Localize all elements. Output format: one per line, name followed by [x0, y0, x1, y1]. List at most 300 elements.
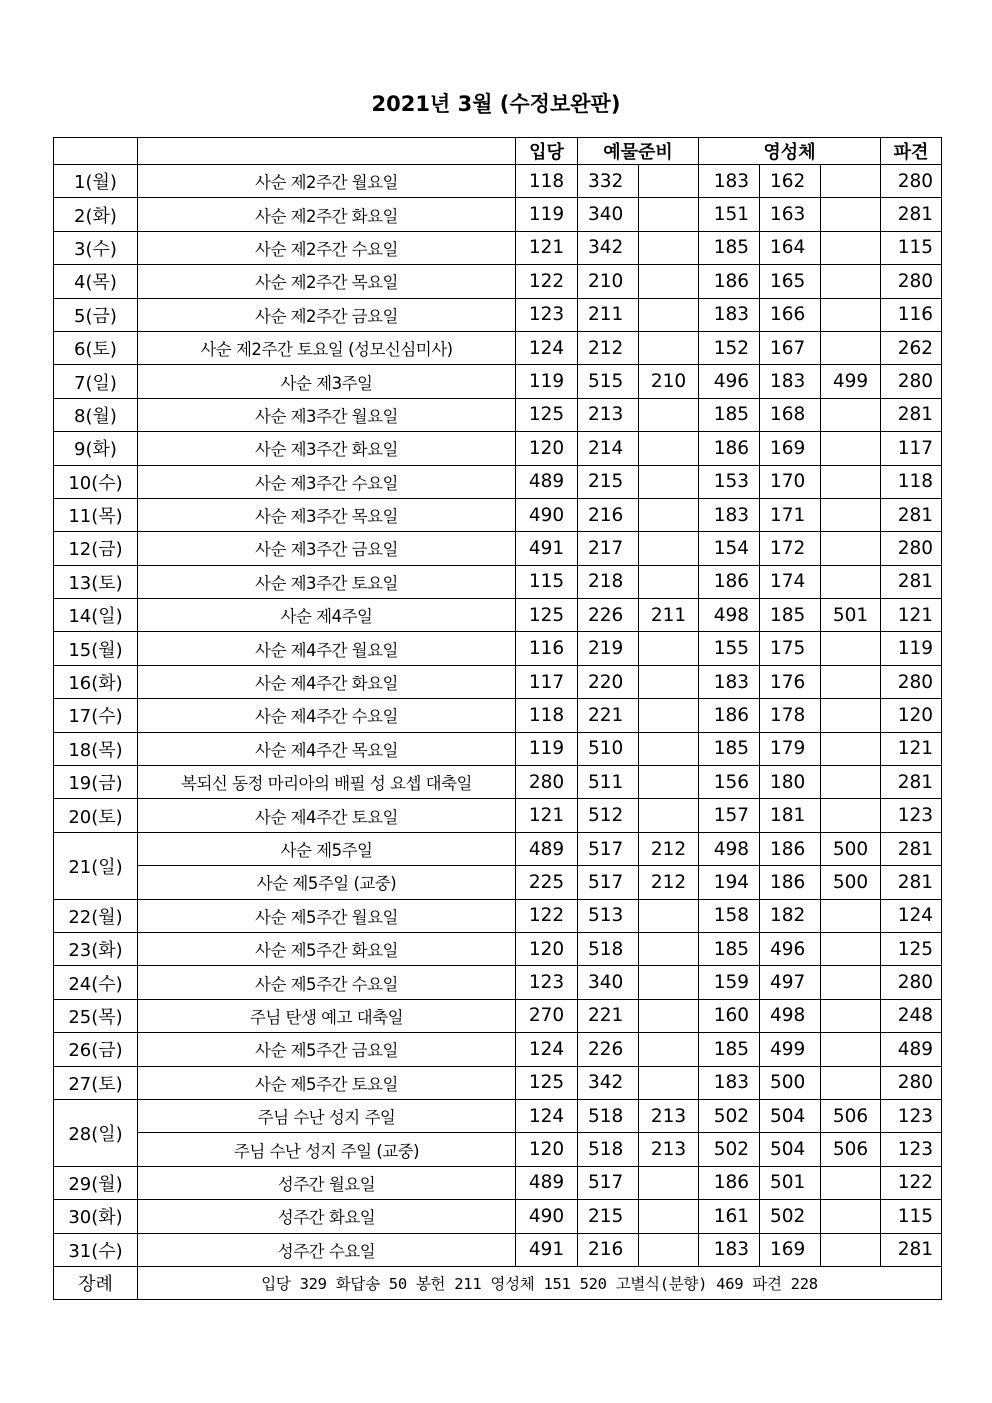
date-cell: 9(화) [54, 432, 138, 465]
communion-2-cell: 165 [760, 265, 821, 298]
funeral-row [54, 1266, 942, 1299]
communion-3-cell [821, 1066, 881, 1099]
communion-1-cell: 152 [699, 331, 760, 364]
offertory-2-cell [639, 966, 699, 999]
liturgy-name-cell: 사순 제3주간 화요일 [138, 432, 516, 465]
entrance-cell: 124 [516, 331, 578, 364]
dismissal-cell: 120 [881, 699, 942, 732]
liturgy-name-cell: 사순 제5주간 금요일 [138, 1033, 516, 1066]
date-cell: 3(수) [54, 231, 138, 264]
communion-1-cell: 498 [699, 599, 760, 632]
offertory-1-cell: 517 [578, 832, 639, 865]
table-row [54, 732, 942, 765]
table-row [54, 498, 942, 531]
communion-3-cell: 506 [821, 1099, 881, 1132]
communion-2-cell: 163 [760, 198, 821, 231]
communion-2-cell: 168 [760, 398, 821, 431]
dismissal-cell: 123 [881, 1099, 942, 1132]
table-row [54, 1133, 942, 1166]
entrance-cell: 125 [516, 1066, 578, 1099]
dismissal-cell: 262 [881, 331, 942, 364]
dismissal-cell: 281 [881, 565, 942, 598]
communion-1-cell: 498 [699, 832, 760, 865]
offertory-2-cell [639, 465, 699, 498]
communion-3-cell: 501 [821, 599, 881, 632]
date-cell: 25(목) [54, 999, 138, 1032]
offertory-1-cell: 219 [578, 632, 639, 665]
communion-3-cell [821, 565, 881, 598]
liturgy-name-cell: 사순 제3주간 목요일 [138, 498, 516, 531]
liturgy-name-cell: 사순 제3주간 금요일 [138, 532, 516, 565]
liturgy-name-cell: 성주간 월요일 [138, 1166, 516, 1199]
communion-2-cell: 182 [760, 899, 821, 932]
communion-2-cell: 162 [760, 165, 821, 198]
communion-1-cell: 186 [699, 699, 760, 732]
offertory-1-cell: 510 [578, 732, 639, 765]
communion-1-cell: 183 [699, 498, 760, 531]
dismissal-cell: 281 [881, 498, 942, 531]
liturgy-name-cell: 사순 제2주간 화요일 [138, 198, 516, 231]
communion-3-cell [821, 966, 881, 999]
communion-3-cell: 499 [821, 365, 881, 398]
date-cell: 12(금) [54, 532, 138, 565]
communion-1-cell: 183 [699, 665, 760, 698]
communion-1-cell: 154 [699, 532, 760, 565]
communion-1-cell: 183 [699, 165, 760, 198]
table-row [54, 365, 942, 398]
offertory-2-cell [639, 331, 699, 364]
dismissal-cell: 281 [881, 198, 942, 231]
communion-3-cell: 500 [821, 832, 881, 865]
offertory-1-cell: 220 [578, 665, 639, 698]
document-title: 2021년 3월 (수정보완판) [371, 92, 621, 116]
offertory-1-cell: 218 [578, 565, 639, 598]
entrance-cell: 120 [516, 932, 578, 965]
offertory-1-cell: 221 [578, 699, 639, 732]
offertory-1-cell: 340 [578, 198, 639, 231]
dismissal-cell: 123 [881, 1133, 942, 1166]
offertory-1-cell: 215 [578, 1200, 639, 1233]
funeral-label: 장례 [54, 1266, 138, 1299]
date-cell: 2(화) [54, 198, 138, 231]
offertory-2-cell: 213 [639, 1133, 699, 1166]
header-date [54, 138, 138, 165]
communion-3-cell [821, 1200, 881, 1233]
offertory-2-cell [639, 265, 699, 298]
communion-2-cell: 183 [760, 365, 821, 398]
offertory-1-cell: 518 [578, 932, 639, 965]
liturgy-name-cell: 사순 제3주간 월요일 [138, 398, 516, 431]
table-row [54, 1200, 942, 1233]
date-cell: 1(월) [54, 165, 138, 198]
offertory-2-cell: 211 [639, 599, 699, 632]
entrance-cell: 489 [516, 832, 578, 865]
liturgy-name-cell: 사순 제2주간 금요일 [138, 298, 516, 331]
date-cell: 18(목) [54, 732, 138, 765]
offertory-1-cell: 210 [578, 265, 639, 298]
communion-1-cell: 151 [699, 198, 760, 231]
offertory-1-cell: 332 [578, 165, 639, 198]
date-cell: 10(수) [54, 465, 138, 498]
offertory-2-cell [639, 899, 699, 932]
date-cell: 17(수) [54, 699, 138, 732]
communion-2-cell: 169 [760, 432, 821, 465]
communion-2-cell: 181 [760, 799, 821, 832]
entrance-cell: 123 [516, 966, 578, 999]
date-cell: 11(목) [54, 498, 138, 531]
table-row [54, 265, 942, 298]
offertory-2-cell [639, 165, 699, 198]
offertory-1-cell: 212 [578, 331, 639, 364]
table-row [54, 766, 942, 799]
offertory-1-cell: 217 [578, 532, 639, 565]
offertory-2-cell [639, 1166, 699, 1199]
offertory-1-cell: 226 [578, 599, 639, 632]
communion-1-cell: 158 [699, 899, 760, 932]
communion-3-cell [821, 699, 881, 732]
entrance-cell: 125 [516, 599, 578, 632]
table-row [54, 632, 942, 665]
communion-3-cell [821, 1166, 881, 1199]
entrance-cell: 116 [516, 632, 578, 665]
funeral-hymns: 입당 329 화답송 50 봉헌 211 영성체 151 520 고별식(분향) 469 파견 228 [138, 1266, 942, 1299]
communion-2-cell: 186 [760, 832, 821, 865]
entrance-cell: 118 [516, 699, 578, 732]
communion-1-cell: 496 [699, 365, 760, 398]
offertory-2-cell [639, 1200, 699, 1233]
offertory-1-cell: 518 [578, 1133, 639, 1166]
offertory-2-cell: 212 [639, 832, 699, 865]
date-cell: 30(화) [54, 1200, 138, 1233]
table-row [54, 832, 942, 865]
offertory-2-cell: 210 [639, 365, 699, 398]
communion-3-cell [821, 999, 881, 1032]
offertory-1-cell: 215 [578, 465, 639, 498]
communion-1-cell: 183 [699, 1233, 760, 1266]
dismissal-cell: 123 [881, 799, 942, 832]
offertory-2-cell [639, 1033, 699, 1066]
date-cell: 14(일) [54, 599, 138, 632]
communion-3-cell [821, 498, 881, 531]
communion-3-cell [821, 198, 881, 231]
entrance-cell: 491 [516, 532, 578, 565]
date-cell: 16(화) [54, 665, 138, 698]
table-row [54, 999, 942, 1032]
communion-1-cell: 183 [699, 1066, 760, 1099]
date-cell: 5(금) [54, 298, 138, 331]
table-row [54, 699, 942, 732]
communion-3-cell [821, 766, 881, 799]
communion-1-cell: 502 [699, 1099, 760, 1132]
offertory-2-cell [639, 565, 699, 598]
offertory-2-cell [639, 231, 699, 264]
communion-2-cell: 169 [760, 1233, 821, 1266]
header-offertory: 예물준비 [578, 138, 699, 165]
dismissal-cell: 280 [881, 165, 942, 198]
communion-3-cell [821, 165, 881, 198]
communion-2-cell: 500 [760, 1066, 821, 1099]
hymn-schedule-table [53, 137, 942, 1300]
dismissal-cell: 119 [881, 632, 942, 665]
communion-3-cell [821, 732, 881, 765]
entrance-cell: 119 [516, 198, 578, 231]
date-cell: 15(월) [54, 632, 138, 665]
liturgy-name-cell: 사순 제3주일 [138, 365, 516, 398]
offertory-1-cell: 515 [578, 365, 639, 398]
liturgy-name-cell: 사순 제5주간 토요일 [138, 1066, 516, 1099]
entrance-cell: 117 [516, 665, 578, 698]
entrance-cell: 280 [516, 766, 578, 799]
dismissal-cell: 280 [881, 532, 942, 565]
date-cell: 29(월) [54, 1166, 138, 1199]
offertory-2-cell [639, 799, 699, 832]
liturgy-name-cell: 사순 제2주간 수요일 [138, 231, 516, 264]
table-row [54, 599, 942, 632]
communion-2-cell: 186 [760, 866, 821, 899]
offertory-2-cell [639, 298, 699, 331]
communion-2-cell: 504 [760, 1099, 821, 1132]
liturgy-name-cell: 사순 제3주간 수요일 [138, 465, 516, 498]
communion-1-cell: 183 [699, 298, 760, 331]
communion-3-cell [821, 632, 881, 665]
liturgy-name-cell: 사순 제5주간 월요일 [138, 899, 516, 932]
date-cell: 7(일) [54, 365, 138, 398]
liturgy-name-cell: 성주간 수요일 [138, 1233, 516, 1266]
dismissal-cell: 248 [881, 999, 942, 1032]
offertory-1-cell: 342 [578, 1066, 639, 1099]
table-row [54, 432, 942, 465]
offertory-1-cell: 518 [578, 1099, 639, 1132]
liturgy-name-cell: 사순 제4주간 토요일 [138, 799, 516, 832]
offertory-2-cell [639, 532, 699, 565]
offertory-1-cell: 213 [578, 398, 639, 431]
offertory-2-cell [639, 766, 699, 799]
entrance-cell: 490 [516, 1200, 578, 1233]
entrance-cell: 125 [516, 398, 578, 431]
dismissal-cell: 115 [881, 1200, 942, 1233]
dismissal-cell: 280 [881, 966, 942, 999]
offertory-2-cell [639, 432, 699, 465]
dismissal-cell: 117 [881, 432, 942, 465]
communion-3-cell [821, 231, 881, 264]
date-cell: 24(수) [54, 966, 138, 999]
table-row [54, 331, 942, 364]
communion-2-cell: 504 [760, 1133, 821, 1166]
header-entrance: 입당 [516, 138, 578, 165]
dismissal-cell: 280 [881, 365, 942, 398]
date-cell: 27(토) [54, 1066, 138, 1099]
communion-1-cell: 186 [699, 1166, 760, 1199]
date-cell: 28(일) [54, 1099, 138, 1166]
offertory-2-cell [639, 632, 699, 665]
table-row [54, 465, 942, 498]
table-row [54, 1066, 942, 1099]
communion-3-cell: 506 [821, 1133, 881, 1166]
communion-2-cell: 174 [760, 565, 821, 598]
communion-2-cell: 499 [760, 1033, 821, 1066]
entrance-cell: 124 [516, 1033, 578, 1066]
dismissal-cell: 125 [881, 932, 942, 965]
communion-2-cell: 497 [760, 966, 821, 999]
liturgy-name-cell: 사순 제4주간 월요일 [138, 632, 516, 665]
table-row [54, 1166, 942, 1199]
entrance-cell: 491 [516, 1233, 578, 1266]
entrance-cell: 489 [516, 465, 578, 498]
communion-3-cell [821, 331, 881, 364]
liturgy-name-cell: 사순 제4주간 목요일 [138, 732, 516, 765]
date-cell: 4(목) [54, 265, 138, 298]
communion-3-cell [821, 398, 881, 431]
table-row [54, 298, 942, 331]
header-dismissal: 파견 [881, 138, 942, 165]
communion-2-cell: 175 [760, 632, 821, 665]
liturgy-name-cell: 사순 제5주간 수요일 [138, 966, 516, 999]
entrance-cell: 122 [516, 899, 578, 932]
entrance-cell: 124 [516, 1099, 578, 1132]
communion-1-cell: 156 [699, 766, 760, 799]
communion-2-cell: 167 [760, 331, 821, 364]
entrance-cell: 122 [516, 265, 578, 298]
liturgy-name-cell: 사순 제4주간 수요일 [138, 699, 516, 732]
date-cell: 6(토) [54, 331, 138, 364]
communion-3-cell [821, 899, 881, 932]
communion-1-cell: 157 [699, 799, 760, 832]
communion-2-cell: 496 [760, 932, 821, 965]
dismissal-cell: 124 [881, 899, 942, 932]
table-row [54, 532, 942, 565]
dismissal-cell: 280 [881, 265, 942, 298]
communion-2-cell: 164 [760, 231, 821, 264]
dismissal-cell: 281 [881, 1233, 942, 1266]
offertory-1-cell: 517 [578, 1166, 639, 1199]
table-row [54, 1033, 942, 1066]
communion-3-cell [821, 298, 881, 331]
header-communion: 영성체 [699, 138, 881, 165]
date-cell: 31(수) [54, 1233, 138, 1266]
table-row [54, 932, 942, 965]
offertory-2-cell [639, 665, 699, 698]
entrance-cell: 120 [516, 432, 578, 465]
table-row [54, 565, 942, 598]
offertory-1-cell: 511 [578, 766, 639, 799]
liturgy-name-cell: 주님 수난 성지 주일 (교중) [138, 1133, 516, 1166]
entrance-cell: 119 [516, 365, 578, 398]
date-cell: 22(월) [54, 899, 138, 932]
table-row [54, 866, 942, 899]
table-row [54, 1099, 942, 1132]
communion-3-cell [821, 432, 881, 465]
communion-2-cell: 502 [760, 1200, 821, 1233]
date-cell: 26(금) [54, 1033, 138, 1066]
entrance-cell: 115 [516, 565, 578, 598]
entrance-cell: 120 [516, 1133, 578, 1166]
communion-2-cell: 179 [760, 732, 821, 765]
table-row [54, 198, 942, 231]
communion-1-cell: 185 [699, 398, 760, 431]
liturgy-name-cell: 사순 제5주간 화요일 [138, 932, 516, 965]
offertory-2-cell [639, 699, 699, 732]
liturgy-name-cell: 사순 제4주간 화요일 [138, 665, 516, 698]
communion-3-cell: 500 [821, 866, 881, 899]
header-row [54, 138, 942, 165]
liturgy-name-cell: 주님 탄생 예고 대축일 [138, 999, 516, 1032]
table-row [54, 799, 942, 832]
dismissal-cell: 281 [881, 866, 942, 899]
header-name [138, 138, 516, 165]
offertory-1-cell: 517 [578, 866, 639, 899]
table-row [54, 231, 942, 264]
table-row [54, 966, 942, 999]
communion-1-cell: 185 [699, 1033, 760, 1066]
communion-3-cell [821, 799, 881, 832]
table-row [54, 665, 942, 698]
communion-1-cell: 160 [699, 999, 760, 1032]
offertory-1-cell: 513 [578, 899, 639, 932]
communion-2-cell: 172 [760, 532, 821, 565]
communion-1-cell: 194 [699, 866, 760, 899]
dismissal-cell: 280 [881, 665, 942, 698]
dismissal-cell: 118 [881, 465, 942, 498]
dismissal-cell: 489 [881, 1033, 942, 1066]
offertory-1-cell: 226 [578, 1033, 639, 1066]
communion-2-cell: 180 [760, 766, 821, 799]
liturgy-name-cell: 사순 제5주일 [138, 832, 516, 865]
liturgy-name-cell: 복되신 동정 마리아의 배필 성 요셉 대축일 [138, 766, 516, 799]
dismissal-cell: 122 [881, 1166, 942, 1199]
offertory-1-cell: 340 [578, 966, 639, 999]
communion-1-cell: 159 [699, 966, 760, 999]
communion-2-cell: 170 [760, 465, 821, 498]
offertory-1-cell: 216 [578, 1233, 639, 1266]
liturgy-name-cell: 사순 제2주간 월요일 [138, 165, 516, 198]
communion-1-cell: 185 [699, 231, 760, 264]
communion-2-cell: 501 [760, 1166, 821, 1199]
communion-2-cell: 171 [760, 498, 821, 531]
date-cell: 19(금) [54, 766, 138, 799]
liturgy-name-cell: 사순 제4주일 [138, 599, 516, 632]
date-cell: 20(토) [54, 799, 138, 832]
offertory-2-cell: 212 [639, 866, 699, 899]
liturgy-name-cell: 사순 제2주간 토요일 (성모신심미사) [138, 331, 516, 364]
offertory-2-cell [639, 498, 699, 531]
communion-3-cell [821, 932, 881, 965]
communion-1-cell: 186 [699, 432, 760, 465]
entrance-cell: 490 [516, 498, 578, 531]
offertory-1-cell: 342 [578, 231, 639, 264]
dismissal-cell: 280 [881, 1066, 942, 1099]
dismissal-cell: 121 [881, 732, 942, 765]
liturgy-name-cell: 성주간 화요일 [138, 1200, 516, 1233]
communion-3-cell [821, 465, 881, 498]
communion-2-cell: 178 [760, 699, 821, 732]
date-cell: 21(일) [54, 832, 138, 899]
communion-2-cell: 176 [760, 665, 821, 698]
communion-3-cell [821, 665, 881, 698]
communion-1-cell: 186 [699, 565, 760, 598]
communion-1-cell: 186 [699, 265, 760, 298]
entrance-cell: 121 [516, 231, 578, 264]
offertory-1-cell: 512 [578, 799, 639, 832]
dismissal-cell: 281 [881, 832, 942, 865]
communion-1-cell: 155 [699, 632, 760, 665]
offertory-2-cell [639, 1066, 699, 1099]
table-row [54, 899, 942, 932]
communion-1-cell: 185 [699, 932, 760, 965]
entrance-cell: 489 [516, 1166, 578, 1199]
communion-1-cell: 161 [699, 1200, 760, 1233]
communion-2-cell: 498 [760, 999, 821, 1032]
date-cell: 23(화) [54, 932, 138, 965]
